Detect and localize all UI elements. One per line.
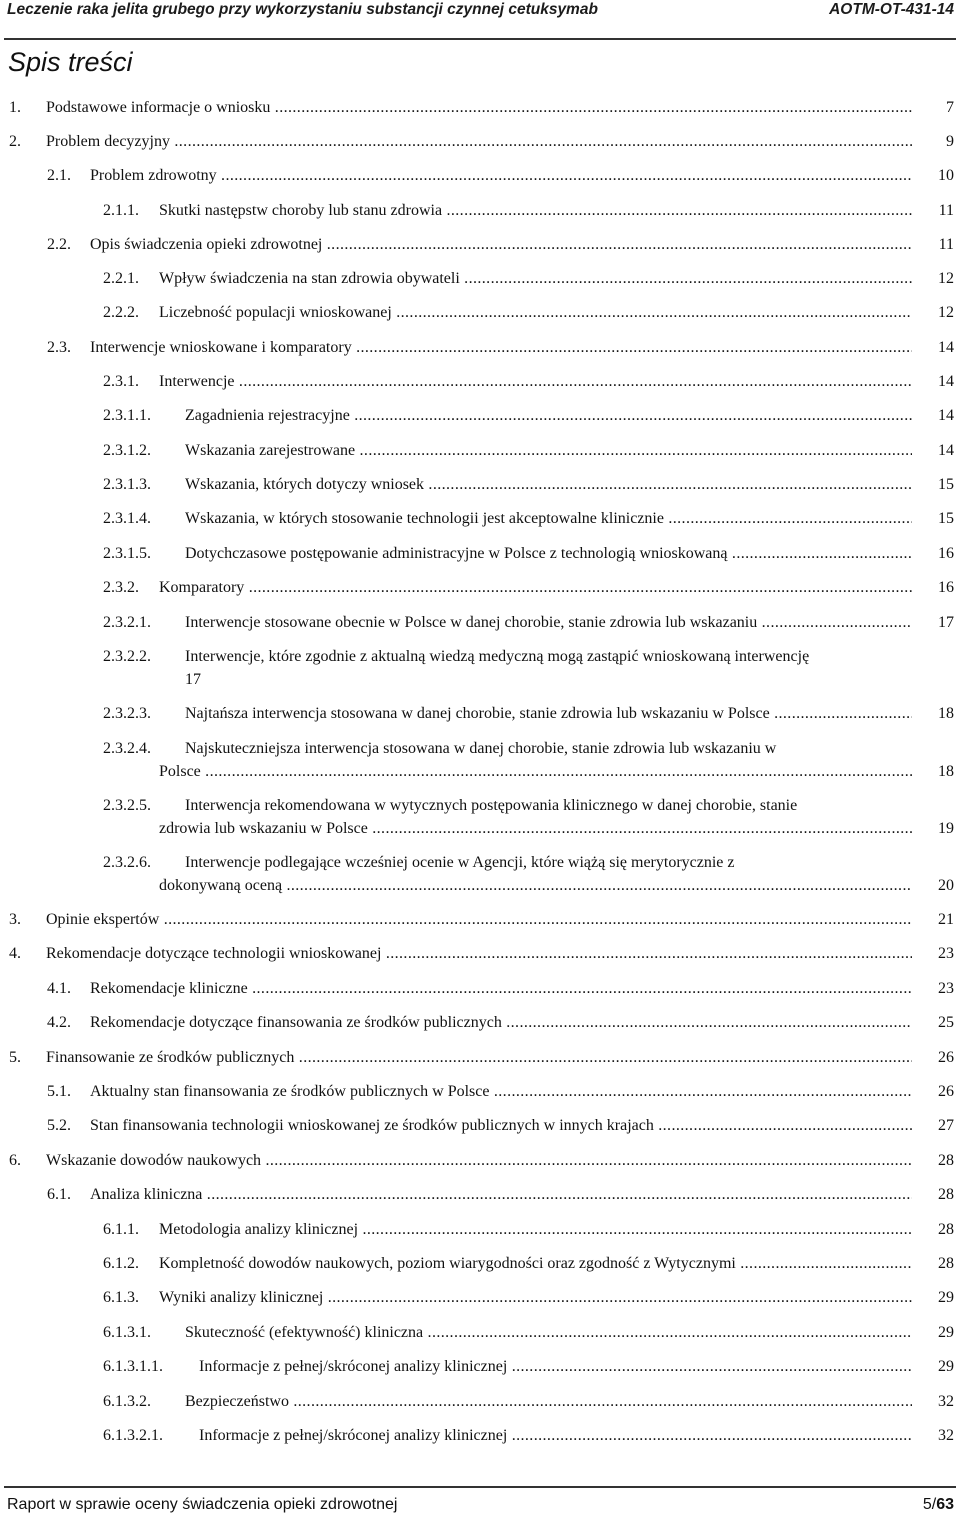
toc-entry-page: 26 [912,1046,954,1070]
toc-entry[interactable] [0,542,960,566]
toc-entry-title: Podstawowe informacje o wniosku ..... [46,96,912,120]
toc-entry-number: 2.2. [47,236,71,253]
toc-entry-page: 29 [912,1321,954,1345]
toc-entry-title-cont: zdrowia lub wskazaniu w Polsce ..... [159,817,912,841]
toc-entry[interactable] [0,1080,960,1104]
toc-entry-page: 11 [912,199,954,223]
toc-entry-title: Interwencje ..... [159,370,912,394]
toc-entry[interactable] [0,370,960,394]
toc-entry-page: 11 [912,233,954,257]
toc-entry-page: 14 [912,336,954,360]
toc-entry[interactable] [0,794,960,818]
toc-entry-title: Rekomendacje dotyczące finansowania ze środków publicznych ..... [90,1011,912,1035]
toc-entry-title: Komparatory ..... [159,576,912,600]
toc-entry-title: Informacje z pełnej/skróconej analizy klinicznej ..... [199,1424,912,1448]
toc-entry-title: Finansowanie ze środków publicznych ..... [46,1046,912,1070]
toc-entry-number: 2.3.2.6. [103,854,151,871]
toc-entry-number: 2.3.1.4. [103,510,151,527]
toc-entry-page: 25 [912,1011,954,1035]
toc-entry-number: 2.3.2.5. [103,797,151,814]
footer-divider [4,1486,956,1488]
toc-entry-number: 2.3.1. [103,373,139,390]
toc-entry-title: Problem zdrowotny ..... [90,164,912,188]
toc-entry-number: 5. [9,1049,21,1066]
toc-entry[interactable] [0,233,960,257]
toc-entry-page: 19 [912,817,954,841]
toc-entry-number: 2.3.2. [103,579,139,596]
toc-entry-page: 29 [912,1355,954,1379]
toc-entry-title: Bezpieczeństwo ..... [185,1390,912,1414]
toc-entry-title: Rekomendacje dotyczące technologii wnioskowanej ..... [46,942,912,966]
toc-entry-title: Rekomendacje kliniczne ..... [90,977,912,1001]
toc-entry-number: 2.3.2.1. [103,614,151,631]
toc-entry-number: 6.1.3.2.1. [103,1427,163,1444]
toc-entry-page: 9 [912,130,954,154]
toc-entry-number: 2.3.1.1. [103,407,151,424]
toc-entry[interactable] [0,702,960,726]
toc-entry[interactable] [0,164,960,188]
toc-entry-number: 2.3.1.3. [103,476,151,493]
toc-entry-title-cont: Polsce ..... [159,760,912,784]
toc-entry-page: 28 [912,1252,954,1276]
toc-entry-number: 1. [9,99,21,116]
toc-entry[interactable] [0,130,960,154]
toc-entry-title-cont: dokonywaną oceną ..... [159,874,912,898]
toc-entry-page: 23 [912,942,954,966]
toc-entry-number: 5.1. [47,1083,71,1100]
toc-entry-number: 2.3.2.4. [103,740,151,757]
toc-entry-title: Najskuteczniejsza interwencja stosowana w danej chorobie, stanie zdrowia lub wskazaniu w [185,740,777,757]
toc-entry-page: 23 [912,977,954,1001]
toc-entry-title: Informacje z pełnej/skróconej analizy klinicznej ..... [199,1355,912,1379]
toc-entry-title: Skutki następstw choroby lub stanu zdrowia ..... [159,199,912,223]
toc-entry[interactable] [0,1114,960,1138]
toc-entry-number: 2.1. [47,167,71,184]
toc-entry-title: Problem decyzyjny ..... [46,130,912,154]
footer-page-current: 5 [922,1496,932,1513]
toc-entry-page: 27 [912,1114,954,1138]
footer-page-separator: / [931,1496,937,1513]
toc-entry-title: Wskazania zarejestrowane ..... [185,439,912,463]
toc-entry-number: 5.2. [47,1117,71,1134]
toc-entry[interactable] [0,1011,960,1035]
toc-entry-title: Metodologia analizy klinicznej ..... [159,1218,912,1242]
toc-entry-title: Interwencje podlegające wcześniej ocenie w Agencji, które wiążą się merytorycznie z [185,854,735,871]
toc-entry-page: 14 [912,439,954,463]
toc-entry-page: 15 [912,473,954,497]
toc-entry-title: Wskazania, w których stosowanie technologii jest akceptowalne klinicznie ..... [185,507,912,531]
toc-entry-page: 28 [912,1149,954,1173]
toc-entry[interactable] [0,1355,960,1379]
toc-entry[interactable] [0,1218,960,1242]
toc-entry-title: Wskazania, których dotyczy wniosek ..... [185,473,912,497]
toc-entry-number: 2.1.1. [103,202,139,219]
toc-entry[interactable] [0,942,960,966]
toc-entry-title: Wpływ świadczenia na stan zdrowia obywateli ..... [159,267,912,291]
toc-entry[interactable] [0,737,960,761]
toc-entry[interactable] [0,267,960,291]
toc-entry-page: 12 [912,267,954,291]
toc-entry[interactable] [0,336,960,360]
toc-entry[interactable] [0,473,960,497]
toc-entry-page: 21 [912,908,954,932]
toc-entry-page: 32 [912,1424,954,1448]
toc-entry-page: 16 [912,542,954,566]
toc-entry-title: Dotychczasowe postępowanie administracyjne w Polsce z technologią wnioskowaną ..... [185,542,912,566]
toc-entry-page: 10 [912,164,954,188]
toc-entry-number: 6.1.1. [103,1221,139,1238]
toc-entry-number: 6.1.3.1.1. [103,1358,163,1375]
toc-entry-page: 17 [912,611,954,635]
toc-entry-title: Najtańsza interwencja stosowana w danej chorobie, stanie zdrowia lub wskazaniu w Polsce ..... [185,702,912,726]
toc-entry-page: 29 [912,1286,954,1310]
toc-entry-number: 2.3.1.5. [103,545,151,562]
footer-title: Raport w sprawie oceny świadczenia opieki zdrowotnej [7,1496,398,1513]
toc-entry[interactable] [0,1390,960,1414]
toc-entry-number: 4.2. [47,1014,71,1031]
toc-entry-number: 3. [9,911,21,928]
toc-entry-title: Skuteczność (efektywność) kliniczna ..... [185,1321,912,1345]
toc-entry-page: 7 [912,96,954,120]
toc-entry-title: Stan finansowania technologii wnioskowanej ze środków publicznych w innych krajach ..... [90,1114,912,1138]
toc-entry-number: 6.1. [47,1186,71,1203]
toc-entry-page: 12 [912,301,954,325]
toc-entry-number: 6. [9,1152,21,1169]
toc-entry[interactable] [0,645,960,669]
toc-entry-number: 2.3.1.2. [103,442,151,459]
toc-entry[interactable] [0,611,960,635]
toc-entry[interactable] [0,576,960,600]
toc-entry[interactable] [0,1321,960,1345]
toc-entry-number: 2. [9,133,21,150]
toc-entry-page: 20 [912,874,954,898]
toc-entry-number: 4. [9,945,21,962]
toc-entry-page: 28 [912,1183,954,1207]
toc-entry[interactable] [0,1252,960,1276]
toc-entry-title: Interwencje wnioskowane i komparatory ..... [90,336,912,360]
toc-entry-number: 6.1.2. [103,1255,139,1272]
footer-page-total: 63 [936,1496,954,1513]
toc-entry-page: 26 [912,1080,954,1104]
toc-entry-page: 32 [912,1390,954,1414]
toc-entry[interactable] [0,1149,960,1173]
toc-entry[interactable] [0,507,960,531]
toc-entry-title: Analiza kliniczna ..... [90,1183,912,1207]
toc-entry-page: 15 [912,507,954,531]
toc-entry-number: 2.2.2. [103,304,139,321]
toc-entry-continuation[interactable] [0,668,960,692]
toc-entry-number: 4.1. [47,980,71,997]
toc-entry-title: Aktualny stan finansowania ze środków publicznych w Polsce ..... [90,1080,912,1104]
toc-entry-page: 17 [185,671,201,688]
toc-entry-number: 2.3. [47,339,71,356]
toc-entry[interactable] [0,301,960,325]
toc-entry-page: 14 [912,370,954,394]
header-title: Leczenie raka jelita grubego przy wykorzystaniu substancji czynnej cetuksymab [7,1,598,18]
toc-entry[interactable] [0,1286,960,1310]
toc-entry[interactable] [0,96,960,120]
toc-entry[interactable] [0,851,960,875]
toc-entry-title: Zagadnienia rejestracyjne ..... [185,404,912,428]
toc-entry-title: Kompletność dowodów naukowych, poziom wiarygodności oraz zgodność z Wytycznymi ..... [159,1252,912,1276]
toc-entry[interactable] [0,1183,960,1207]
toc-entry-page: 16 [912,576,954,600]
toc-entry-title: Interwencje, które zgodnie z aktualną wiedzą medyczną mogą zastąpić wnioskowaną interwencję [185,648,810,665]
toc-entry-title: Interwencje stosowane obecnie w Polsce w danej chorobie, stanie zdrowia lub wskazaniu ..... [185,611,912,635]
toc-entry-continuation[interactable] [0,760,960,784]
footer-page-number [923,1495,954,1515]
toc-entry-title: Interwencja rekomendowana w wytycznych postępowania klinicznego w danej chorobie, stanie [185,797,798,814]
toc-entry-number: 6.1.3.2. [103,1393,151,1410]
toc-entry[interactable] [0,1046,960,1070]
toc-heading: Spis treści [8,47,133,77]
toc-entry-continuation[interactable] [0,874,960,898]
toc-entry-number: 2.2.1. [103,270,139,287]
toc-entry-number: 6.1.3.1. [103,1324,151,1341]
toc-entry[interactable] [0,1424,960,1448]
toc-entry-page: 18 [912,702,954,726]
toc-entry-title: Liczebność populacji wnioskowanej ..... [159,301,912,325]
toc-entry-page: 18 [912,760,954,784]
header-divider [4,38,956,40]
toc-entry[interactable] [0,908,960,932]
toc-entry[interactable] [0,404,960,428]
header-code: AOTM-OT-431-14 [829,1,954,18]
toc-entry-title: Wskazanie dowodów naukowych ..... [46,1149,912,1173]
toc-entry-number: 6.1.3. [103,1289,139,1306]
toc-entry-number: 2.3.2.3. [103,705,151,722]
toc-entry[interactable] [0,199,960,223]
toc-entry-continuation[interactable] [0,817,960,841]
toc-entry-page: 28 [912,1218,954,1242]
toc-entry[interactable] [0,977,960,1001]
toc-entry-page: 14 [912,404,954,428]
toc-entry[interactable] [0,439,960,463]
toc-entry-title: Wyniki analizy klinicznej ..... [159,1286,912,1310]
toc-entry-title: Opinie ekspertów ..... [46,908,912,932]
toc-entry-number: 2.3.2.2. [103,648,151,665]
toc-entry-title: Opis świadczenia opieki zdrowotnej ..... [90,233,912,257]
